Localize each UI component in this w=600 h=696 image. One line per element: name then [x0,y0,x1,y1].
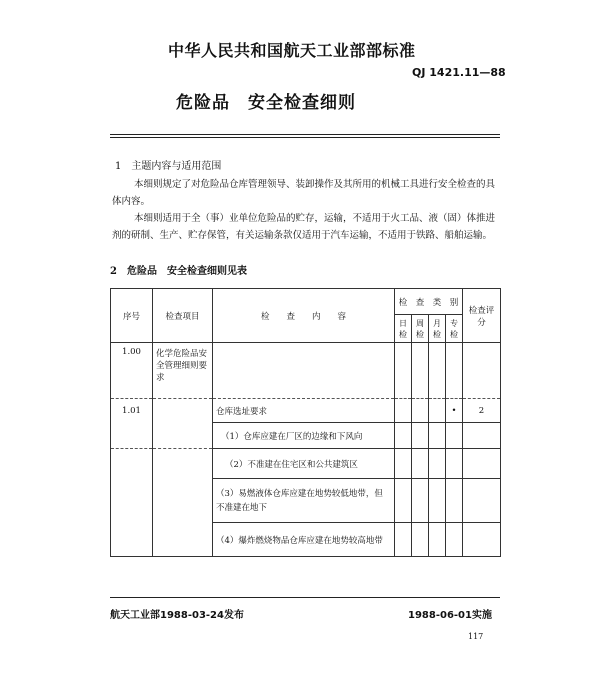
row-score [463,479,501,523]
row-seq [111,523,153,557]
row-check-cell [446,479,463,523]
row-check-cell [395,523,412,557]
row-check-cell [429,343,446,399]
title-divider-secondary [110,137,500,138]
implementation-date: 1988-06-01实施 [408,610,492,621]
row-content: （1）仓库应建在厂区的边缘和下风向 [213,423,395,449]
row-score [463,449,501,479]
row-check-cell [412,479,429,523]
row-content: （4）爆炸燃烧物品仓库应建在地势较高地带 [213,523,395,557]
table-row [111,523,501,557]
row-item [153,449,213,479]
table-row [111,479,501,523]
row-seq: 1.00 [111,343,153,399]
section-1-paragraph-1: 本细则规定了对危险品仓库管理领导、装卸操作及其所用的机械工具进行安全检查的具体内容。 [112,179,496,207]
row-item [153,423,213,449]
header-monthly: 月检 [429,315,446,343]
table-row [111,449,501,479]
issue-date: 航天工业部1988-03-24发布 [110,610,244,621]
row-check-cell [446,449,463,479]
header-item: 检查项目 [153,289,213,343]
row-check-cell [395,479,412,523]
row-item: 化学危险品安全管理细则要求 [153,343,213,399]
section-1-paragraph-2: 本细则适用于全（事）业单位危险品的贮存，运输，不适用于火工品、液（固）体推进剂的研制、生产、贮存保管，有关运输条款仅适用于汽车运输，不适用于铁路、船舶运输。 [112,213,496,241]
row-score [463,423,501,449]
header-seq: 序号 [111,289,153,343]
row-seq [111,449,153,479]
row-content: （2）不准建在住宅区和公共建筑区 [213,449,395,479]
table-row [111,423,501,449]
document-title: 危险品 安全检查细则 [176,93,356,113]
standard-number: QJ 1421.11—88 [412,66,506,79]
section-2-heading: 2 危险品 安全检查细则见表 [110,266,247,277]
row-content: 仓库选址要求 [213,399,395,423]
row-check-cell [446,523,463,557]
row-check-cell [429,399,446,423]
row-content [213,343,395,399]
inspection-table [110,288,501,557]
page-number: 117 [468,632,484,641]
row-check-cell [395,343,412,399]
row-content: （3）易燃液体仓库应建在地势较低地带，但不准建在地下 [213,479,395,523]
row-check-cell [412,423,429,449]
row-item [153,479,213,523]
row-check-cell [412,343,429,399]
header-daily: 日检 [395,315,412,343]
row-check-cell [446,423,463,449]
header-special: 专检 [446,315,463,343]
row-score: 2 [463,399,501,423]
header-category: 检 查 类 别 [395,289,463,315]
row-check-cell [395,399,412,423]
row-check-cell [429,423,446,449]
row-check-cell [395,423,412,449]
row-check-cell [412,399,429,423]
row-check-cell [429,479,446,523]
row-score [463,523,501,557]
header-score: 检查评分 [463,289,501,343]
row-score [463,343,501,399]
row-check-cell [395,449,412,479]
row-check-cell [412,449,429,479]
header-content: 检 查 内 容 [213,289,395,343]
row-check-cell [429,449,446,479]
row-item [153,399,213,423]
row-check-cell [446,343,463,399]
row-seq [111,479,153,523]
row-item [153,523,213,557]
row-check-cell [412,523,429,557]
row-seq [111,423,153,449]
standard-header-title: 中华人民共和国航天工业部部标准 [168,41,416,60]
footer-divider [110,597,500,598]
row-seq: 1.01 [111,399,153,423]
section-1-heading: 1 主题内容与适用范围 [115,161,222,172]
row-check-cell [429,523,446,557]
table-row [111,399,501,423]
row-mark: • [446,399,463,423]
table-row [111,343,501,399]
header-weekly: 周检 [412,315,429,343]
title-divider [110,134,500,135]
